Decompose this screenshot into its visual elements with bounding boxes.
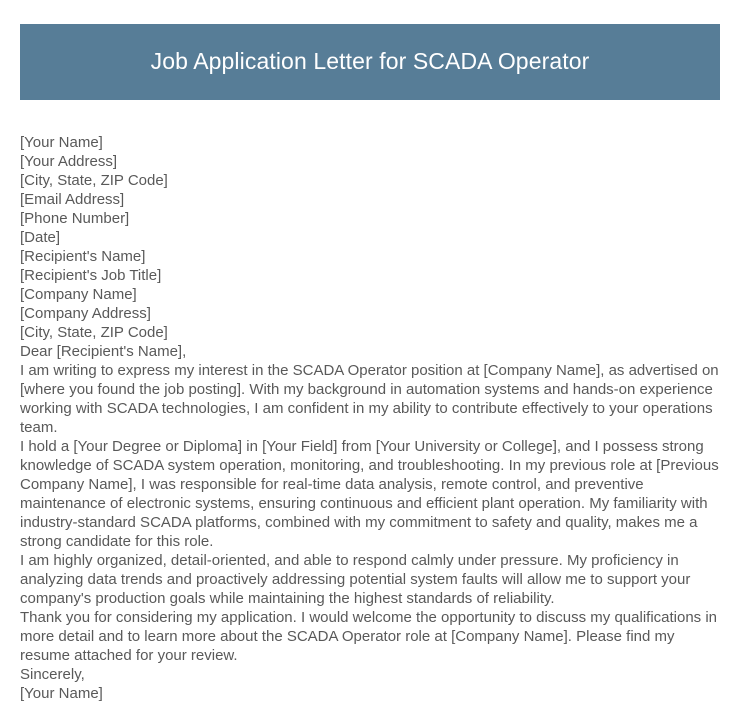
recipient-line-address: [Company Address] xyxy=(20,305,151,322)
letter-paragraph-3: I am highly organized, detail-oriented, and able to respond calmly under pressure. My proficiency in analyzing data trends and proactively addressing potential system faults will allow me to support your company's production goals while maintaining the highest standards of reliability. xyxy=(20,552,691,607)
letter-paragraph-4: Thank you for considering my application. I would welcome the opportunity to discuss my qualifications in more detail and to learn more about the SCADA Operator role at [Company Name]. Please find my resume attached for your review. xyxy=(20,609,718,664)
page-title: Job Application Letter for SCADA Operator xyxy=(150,48,590,75)
sender-address-block xyxy=(20,133,722,247)
sender-line-name: [Your Name] xyxy=(20,134,103,151)
recipient-line-city: [City, State, ZIP Code] xyxy=(20,324,168,341)
recipient-line-company: [Company Name] xyxy=(20,286,137,303)
recipient-line-job-title: [Recipient's Job Title] xyxy=(20,267,162,284)
salutation: Dear [Recipient's Name], xyxy=(20,343,187,360)
closing-salutation: Sincerely, xyxy=(20,666,85,683)
letter-body xyxy=(20,133,722,703)
recipient-address-block xyxy=(20,247,722,342)
letter-paragraph-1: I am writing to express my interest in the SCADA Operator position at [Company Name], as advertised on [where you found the job posting]. With my background in automation systems and hands-on experience working with SCADA technologies, I am confident in my ability to contribute effectively to your operations team. xyxy=(20,362,719,436)
sender-line-date: [Date] xyxy=(20,229,61,246)
sender-line-address: [Your Address] xyxy=(20,153,118,170)
sender-line-city: [City, State, ZIP Code] xyxy=(20,172,168,189)
sender-line-phone: [Phone Number] xyxy=(20,210,130,227)
signature-name: [Your Name] xyxy=(20,685,103,702)
letter-paragraph-2: I hold a [Your Degree or Diploma] in [Your Field] from [Your University or College], and I possess strong knowledge of SCADA system operation, monitoring, and troubleshooting. In my previous role at [Previous Company Name], I was responsible for real-time data analysis, remote control, and preventive maintenance of electronic systems, ensuring continuous and efficient plant operation. My familiarity with industry-standard SCADA platforms, combined with my commitment to safety and quality, makes me a strong candidate for this role. xyxy=(20,438,719,550)
sender-line-email: [Email Address] xyxy=(20,191,125,208)
recipient-line-name: [Recipient's Name] xyxy=(20,248,146,265)
document-header-banner xyxy=(20,24,720,100)
